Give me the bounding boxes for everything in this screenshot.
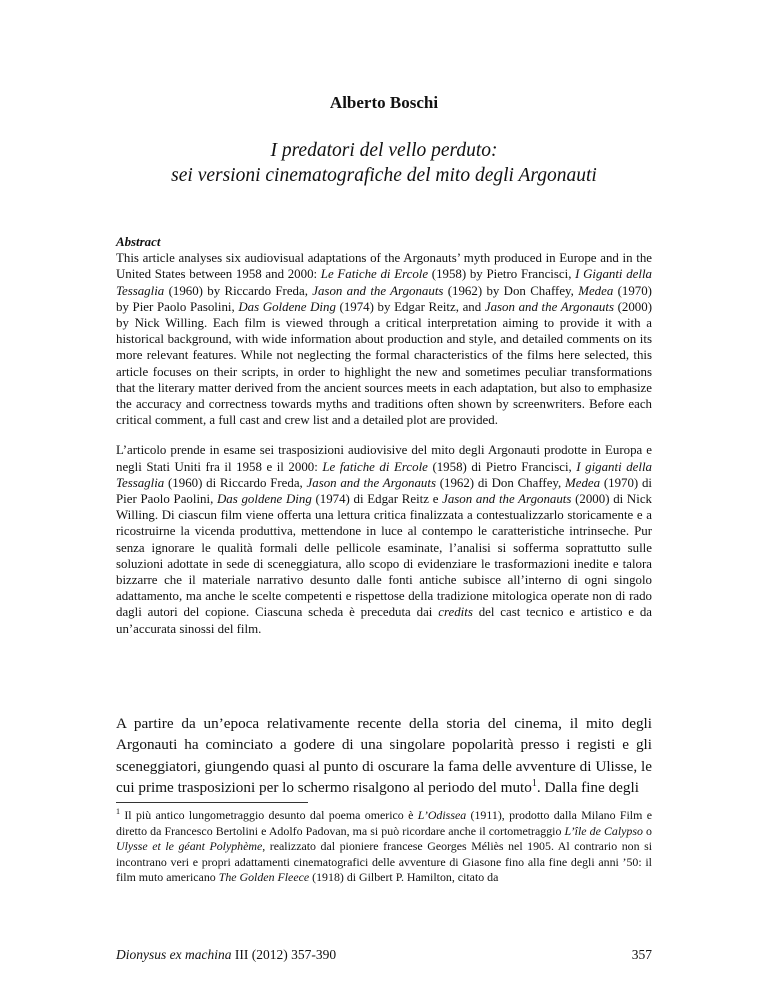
footnote-number: 1 — [116, 807, 120, 817]
abstract-it-text: (1974) di Edgar Reitz e — [311, 492, 443, 507]
abstract-en-text: This article analyses six audiovisual adaptations of the Argonauts’ myth produced in Europe and in the United States between 1958 and 2000: — [116, 251, 652, 282]
footnote-text: o — [642, 823, 652, 838]
footnote-separator — [116, 802, 308, 803]
abstract-en-text: (1974) by Edgar Reitz, and — [335, 299, 485, 314]
footnote-text: Il più antico lungometraggio desunto dal poema omerico è — [120, 808, 418, 822]
page-number: 357 — [631, 947, 652, 962]
abstract-en-text: (1970) by Pier Paolo Pasolini, — [116, 283, 652, 314]
film-title: The Golden Fleece — [218, 870, 310, 885]
author-name: Alberto Boschi — [329, 93, 439, 112]
footnote-text: (1911), prodotto dalla Milano Film e diretto da Francesco Bertolini e Adolfo Padovan, ma si può ricordare anche il cortometraggio — [116, 808, 652, 838]
film-title: Das Goldene Ding — [238, 299, 336, 314]
footnote-text: , realizzato dal pioniere francese Georges Méliès nel 1905. Al contrario non si incontrano veri e propri adattamenti cinematografici delle avventure di Giasone fino alla fine degli anni ’50: il film muto americano — [116, 839, 653, 885]
film-title: Le Fatiche di Ercole — [320, 267, 429, 282]
journal-citation — [116, 947, 336, 963]
footnote-reference[interactable]: 1 — [531, 778, 537, 790]
abstract-en-text: (1960) by Riccardo Freda, — [164, 283, 313, 298]
abstract-english — [116, 250, 652, 428]
title-line-2: sei versioni cinematografiche del mito degli Argonauti — [171, 165, 597, 186]
body-text-end: . Dalla fine degli — [536, 779, 639, 797]
body-paragraph — [116, 713, 652, 799]
abstract-it-text: L’articolo prende in esame sei trasposizioni audiovisive del mito degli Argonauti prodotte in Europa e negli Stati Uniti fra il 1958 e il 2000: — [116, 443, 652, 474]
abstract-it-text: (1960) di Riccardo Freda, — [164, 475, 307, 490]
abstract-it-text: (1958) di Pietro Francisci, — [427, 459, 577, 474]
journal-volume: III (2012) 357-390 — [231, 947, 337, 962]
title-line-1: I predatori del vello perduto: — [270, 140, 498, 161]
film-title: Jason and the Argonauts — [442, 492, 572, 507]
film-title: L’Odissea — [417, 808, 467, 822]
abstract-it-text: del cast tecnico e artistico e da un’accurata sinossi del film. — [116, 605, 652, 636]
abstract-block — [116, 234, 652, 637]
film-title: Jason and the Argonauts — [312, 283, 444, 298]
abstract-italian — [116, 442, 652, 636]
body-text: A partire da un’epoca relativamente recente della storia del cinema, il mito degli Argonauti ha cominciato a godere di una singolare popolarità presso i registi e gli sceneggiatori, giungendo quasi al punto di oscurare la fama delle avventure di Ulisse, le cui prime trasposizioni per lo schermo risalgono al periodo del muto — [116, 715, 652, 797]
abstract-en-text: (2000) by Nick Willing. Each film is viewed through a critical interpretation aiming to provide it with a historical background, with wide information about production and style, and detailed comments on its more relevant features. While not neglecting the formal characteristics of the films here selected, this article focuses on their scripts, in order to highlight the new and sometimes peculiar transformations that the literary matter derived from the ancient sources meets in each adaptation, but also to emphasize the accuracy and correctness towards myths and traditions often shown by screenwriters. Before each critical comment, a full cast and crew list and a detailed plot are provided. — [116, 299, 652, 428]
film-title: Medea — [578, 283, 614, 298]
footnote-1 — [116, 808, 652, 886]
abstract-it-text: (1970) di Pier Paolo Paolini, — [116, 475, 652, 507]
article-title — [0, 138, 768, 188]
abstract-en-text: (1958) by Pietro Francisci, — [428, 267, 576, 282]
film-title: Das goldene Ding — [217, 492, 312, 507]
credits-term: credits — [438, 605, 473, 620]
film-title: Jason and the Argonauts — [484, 299, 614, 314]
film-title: L’île de Calypso — [564, 823, 643, 838]
film-title: Le fatiche di Ercole — [322, 459, 428, 474]
film-title: I Giganti della Tessaglia — [116, 267, 652, 298]
abstract-en-text: (1962) by Don Chaffey, — [443, 283, 579, 298]
abstract-label: Abstract — [116, 235, 161, 249]
film-title: Medea — [565, 475, 601, 490]
film-title: Jason and the Argonauts — [306, 475, 436, 490]
abstract-it-text: (2000) di Nick Willing. Di ciascun film viene offerta una lettura critica finalizzata a contestualizzarlo storicamente e a ricostruirne la vicenda produttiva, mettendone in luce al contempo le caratteristiche intrinseche. Pur senza ignorare le qualità formali delle pellicole esaminate, l’analisi si sofferma soprattutto sulle soluzioni adottate in sede di sceneggiatura, allo scopo di evidenziare le trasformazioni inedite e talora bizzarre che il materiale narrativo desunto dalle fonti antiche subisce all’interno di ogni singolo adattamento, ma anche le scelte competenti e rispettose della tradizione mitologica operate non di rado dagli autori del copione. Ciascuna scheda è preceduta dai — [116, 492, 652, 620]
film-title: I giganti della Tessaglia — [116, 459, 652, 490]
abstract-it-text: (1962) di Don Chaffey, — [435, 475, 566, 490]
journal-name: Dionysus ex machina — [116, 947, 232, 962]
footnote-text: (1918) di Gilbert P. Hamilton, citato da — [309, 870, 499, 885]
film-title: Ulysse et le géant Polyphème — [116, 839, 263, 854]
